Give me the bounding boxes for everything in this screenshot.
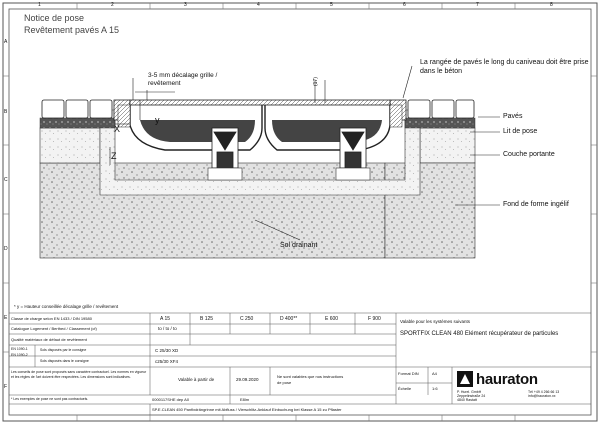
col-label-1: 1 — [38, 2, 41, 8]
base-label: Couche portante — [503, 151, 555, 158]
paves-left — [42, 100, 130, 120]
dim-y: y — [155, 115, 160, 125]
address-1: P. Hurel. GmbH — [457, 390, 482, 394]
table-row-quality: Qualité matériaux de défaut de revêtement — [11, 337, 87, 342]
couche-portante-right — [420, 128, 475, 163]
paves-right — [390, 100, 474, 120]
class-c250: C 250 — [240, 316, 254, 322]
col-label-4: 4 — [257, 2, 260, 8]
email: info@hauraton.xx — [528, 394, 556, 398]
small-sols-1: Sols disposés par le consigne — [40, 348, 87, 352]
col-label-5: 5 — [330, 2, 333, 8]
paves-label: Pavés — [503, 113, 523, 120]
page-title: Notice de pose — [24, 13, 85, 23]
small-en-2: EN 1090-2 — [11, 353, 28, 357]
grating — [130, 100, 390, 105]
company-name: hauraton — [476, 371, 538, 388]
offset-callout: 3-5 mm décalage grille / revêtement — [148, 72, 218, 88]
col-label-2: 2 — [111, 2, 114, 8]
row-label-e: E — [4, 315, 8, 321]
class-b125: B 125 — [200, 316, 214, 322]
page-subtitle: Revêtement pavés A 15 — [24, 25, 120, 35]
disclaimer-2: * Les exemples de pose ne sont pas contractuels. — [11, 397, 89, 401]
validity-date: 29.09.2020 — [236, 377, 259, 382]
col-label-7: 7 — [476, 2, 479, 8]
col-label-3: 3 — [184, 2, 187, 8]
class-f900: F 900 — [368, 316, 381, 322]
row-label-b: B — [4, 109, 8, 115]
address-2: Zeppelinstraße 24 — [457, 394, 486, 398]
disclaimer: Les conseils de pose sont proposés sans caractère contractuel. Les normes en vigueur et les règles de l'art doivent être respectées. Les dimensions sont indicatives. — [11, 370, 147, 379]
format-value: A4 — [432, 371, 437, 376]
row-label-c: C — [4, 177, 8, 183]
row-label-a: A — [4, 39, 8, 45]
col-label-6: 6 — [403, 2, 406, 8]
subgrade-label: Fond de forme ingélif — [503, 201, 569, 208]
couche-portante-left — [40, 128, 100, 163]
row-label-d: D — [4, 246, 8, 252]
table-row-catalogue: Catalogue Logement / Berthed / Classement (cf) — [11, 326, 97, 331]
paver-row-callout: La rangée de pavés le long du caniveau doit être prise dans le béton — [420, 59, 589, 76]
lit-de-pose-left — [40, 118, 115, 128]
small-sols-2: Sols disposés dans le consigne — [40, 359, 89, 363]
phone: Tél +49 4 266 66 13 — [528, 390, 560, 394]
col-label-8: 8 — [550, 2, 553, 8]
row-label-f: F — [4, 384, 8, 390]
non-valid-text: Ne sont valables que nos instructions de pose — [277, 374, 344, 385]
doc-number: 0000117SHE dep A0 — [152, 397, 190, 402]
lit-de-pose-right — [405, 118, 475, 128]
row2-value: to / to / to — [158, 326, 177, 331]
drainage-label: Sol drainant — [280, 242, 318, 249]
product-name: SPORTFIX CLEAN 480 Elément récupérateur de particules — [400, 331, 559, 337]
scope-label: Valable pour les systèmes suivants — [400, 319, 470, 324]
class-d400: D 400** — [280, 316, 298, 322]
class-e600: E 600 — [325, 316, 339, 322]
class-a15: A 15 — [160, 316, 171, 322]
dim-x: X — [114, 124, 121, 134]
address-3: 4840 Rastatt — [457, 398, 477, 402]
concrete-xd: C 25/30 XD — [155, 348, 179, 353]
format-label: Format DIN — [398, 371, 419, 376]
doc-code: E8lm — [240, 397, 250, 402]
scale-label: Échelle — [398, 386, 412, 391]
bedding-label: Lit de pose — [503, 128, 538, 135]
small-en-1: EN 1090-1 — [11, 347, 28, 351]
scale-value: 1:6 — [432, 386, 438, 391]
dim-z: Z — [111, 151, 117, 161]
table-row-load-class: Classe de charge selon EN 1433 / DIN 19580 — [11, 316, 92, 321]
dim-17: (17) — [313, 77, 319, 86]
validity-label: Valable à partir de — [178, 377, 215, 382]
doc-description: SP.E.CLEAN 450 Panfixdrängrinne mit Abfluss / Vierschlitz-Anklauf Einbuchung bei Klasse A 15 zu Pflaster — [152, 407, 342, 412]
footnote: * y = Hauteur conseillée décalage grille / revêtement — [14, 304, 119, 309]
concrete-xf4: c25/30 XF4 — [155, 359, 179, 364]
hauraton-logo-icon — [457, 371, 473, 387]
